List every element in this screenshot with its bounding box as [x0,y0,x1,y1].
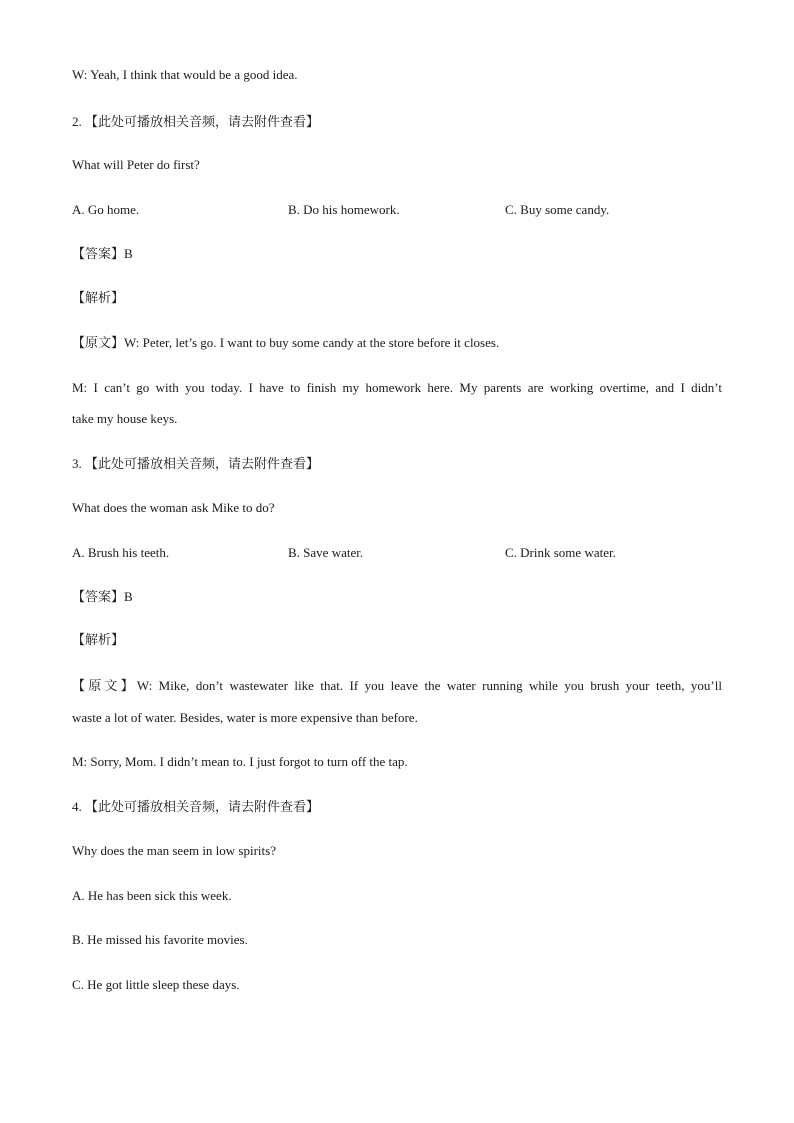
q2-question: What will Peter do first? [72,157,200,172]
q2-audio-note[interactable]: 【此处可播放相关音频，请去附件查看】 [85,115,320,130]
q3-transcript-line-1 [72,678,722,695]
q2-analysis-label: 【解析】 [72,291,125,306]
q3-option-a: A. Brush his teeth. [72,545,170,560]
q2-option-a: A. Go home. [72,202,140,217]
q4-option-c: C. He got little sleep these days. [72,977,240,992]
q4-option-b: B. He missed his favorite movies. [72,932,248,947]
q2-option-c: C. Buy some candy. [505,202,610,217]
q3-transcript-line-2: waste a lot of water. Besides, water is more expensive than before. [72,710,418,725]
q3-question: What does the woman ask Mike to do? [72,500,275,515]
q2-answer [72,246,133,263]
q2-transcript-line-2: M: I can’t go with you today. I have to finish my homework here. My parents are working overtime, and I didn’t [72,380,722,395]
q4-header [72,799,319,816]
q2-transcript-line-1 [72,335,499,352]
q3-answer [72,589,133,606]
q3-number: 3. [72,456,82,471]
q2-number: 2. [72,114,82,129]
q2-option-b: B. Do his homework. [288,202,400,217]
q3-transcript-text-1: W: Mike, don’t wastewater like that. If you leave the water running while you brush your teeth, you’ll [136,678,722,693]
q4-number: 4. [72,799,82,814]
q3-answer-value: B [124,589,133,604]
q3-transcript-line-3: M: Sorry, Mom. I didn’t mean to. I just forgot to turn off the tap. [72,754,408,769]
q2-answer-value: B [124,246,133,261]
q4-question: Why does the man seem in low spirits? [72,843,276,858]
q2-header [72,114,319,131]
q2-answer-label: 【答案】 [72,247,125,262]
q3-header [72,456,319,473]
q3-answer-label: 【答案】 [72,590,125,605]
q3-audio-note[interactable]: 【此处可播放相关音频，请去附件查看】 [85,457,320,472]
q2-transcript-line-3: take my house keys. [72,411,178,426]
q4-audio-note[interactable]: 【此处可播放相关音频，请去附件查看】 [85,800,320,815]
q2-transcript-text-1: W: Peter, let’s go. I want to buy some candy at the store before it closes. [124,335,500,350]
intro-dialogue-line: W: Yeah, I think that would be a good idea. [72,67,298,82]
q2-transcript-label: 【原文】 [72,336,125,351]
q3-option-c: C. Drink some water. [505,545,616,560]
q3-option-b: B. Save water. [288,545,364,560]
q3-transcript-label: 【原文】 [72,679,137,694]
q4-option-a: A. He has been sick this week. [72,888,232,903]
q3-analysis-label: 【解析】 [72,633,125,648]
